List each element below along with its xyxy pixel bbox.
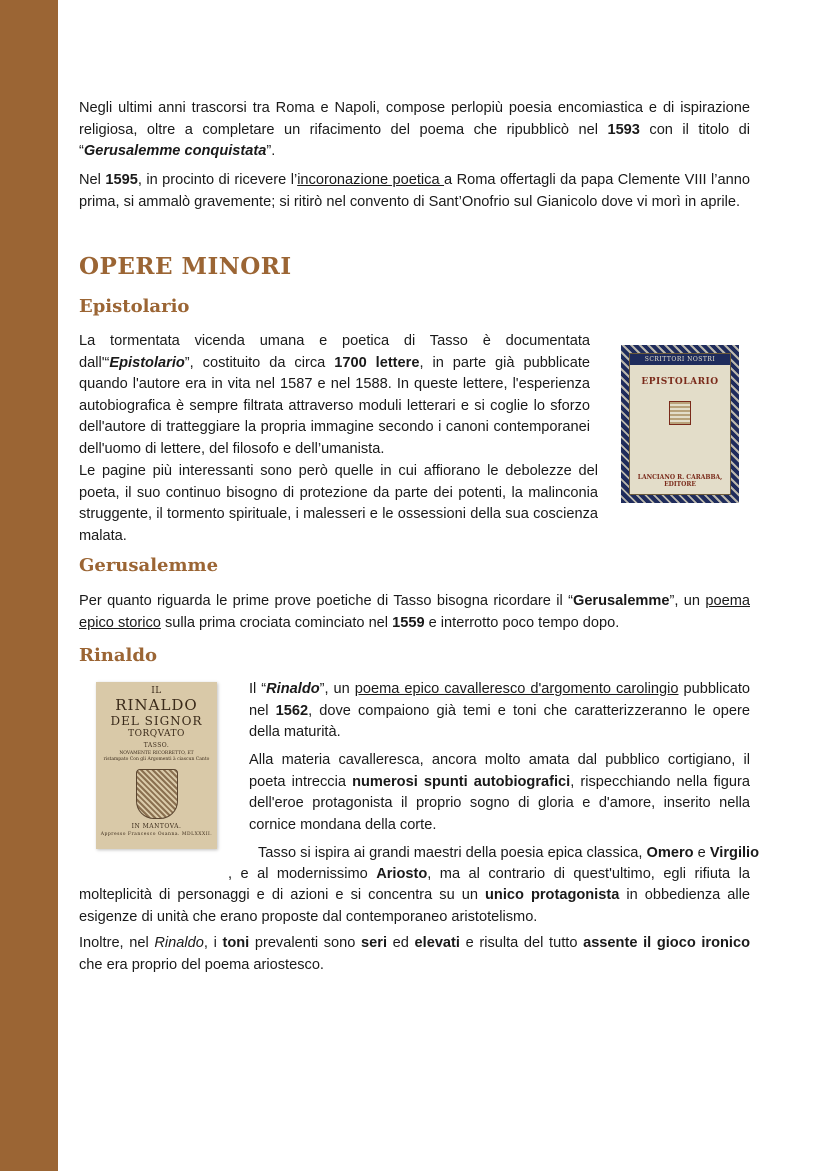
heading-epistolario: Epistolario xyxy=(79,296,190,317)
epistolario-paragraph-2: Le pagine più interessanti sono però quelle in cui affiorano le debolezze del poeta, il suo continuo bisogno di protezione da parte dei potenti, la malinconia struggente, il tormento spirituale, i malesseri e le ossessioni della sua coscienza malata. xyxy=(79,463,598,544)
cover-publisher: LANCIANO R. CARABBA, EDITORE xyxy=(637,474,723,488)
cover-line-subtitle: NOVAMENTE RICORRETTO, ET xyxy=(119,751,194,756)
coat-of-arms-icon xyxy=(136,769,178,819)
epistolario-paragraph-1: La tormentata vicenda umana e poetica di Tasso è documentata dall'“Epistolario”, costituito da circa 1700 lettere, in parte già pubblicate quando l'autore era in vita nel 1587 e nel 1588. In queste lettere, l'esperienza autobiografica è sempre filtrata attraverso moduli letterari e si coglie lo sforzo dell'autore di tratteggiare la propria immagine secondo i canoni contemporanei dell'uomo di lettere, del filosofo e dell’umanista. xyxy=(79,333,590,457)
crest-icon xyxy=(669,401,691,425)
rinaldo-cover-image xyxy=(96,682,217,849)
rinaldo-paragraph-2: Alla materia cavalleresca, ancora molto amata dal pubblico cortigiano, il poeta intreccia numerosi spunti autobiografici, rispecchiando nella figura dell'eroe protagonista il proprio sogno di gloria e d'amore, inserito nella cornice mondana della corte. xyxy=(249,752,750,833)
rinaldo-paragraph-3-line-1: Tasso si ispira ai grandi maestri della poesia epica classica, Omero e Virgilio xyxy=(258,845,760,861)
cover-line-torquato: TORQVATO xyxy=(128,729,185,739)
sidebar-band xyxy=(0,0,58,1171)
section-title: OPERE MINORI xyxy=(79,253,292,280)
rinaldo-paragraph-3-rest: molteplicità di personaggi e di azioni e si concentra su un unico protagonista in obbedienza alle esigenze di unità che erano proposte dal contemporaneo aristotelismo. xyxy=(79,887,750,925)
cover-line-del-signor: DEL SIGNOR xyxy=(110,714,203,728)
heading-rinaldo: Rinaldo xyxy=(79,645,157,666)
rinaldo-paragraph-1: Il “Rinaldo”, un poema epico cavalleresco d'argomento carolingio pubblicato nel 1562, dove compaiono già temi e toni che caratterizzeranno le opere della maturità. xyxy=(249,681,751,740)
cover-line-mantova: IN MANTOVA. xyxy=(131,823,182,830)
cover-line-tasso: TASSO. xyxy=(143,742,170,749)
epistolario-cover-image xyxy=(621,345,739,503)
cover-line-rinaldo: RINALDO xyxy=(115,696,198,714)
rinaldo-paragraph-4: Inoltre, nel Rinaldo, i toni prevalenti sono seri ed elevati e risulta del tutto assente il gioco ironico che era proprio del poema ariostesco. xyxy=(79,935,751,973)
poema-epico-storico-link[interactable]: poema epico storico xyxy=(79,593,750,631)
heading-gerusalemme: Gerusalemme xyxy=(79,555,219,576)
intro-paragraph-2: Nel 1595, in procinto di ricevere l’incoronazione poetica a Roma offertagli da papa Clemente VIII l’anno prima, si ammalò gravemente; si ritirò nel convento di Sant’Onofrio sul Gianicolo dove vi morì in aprile. xyxy=(79,172,750,210)
cover-series-band: SCRITTORI NOSTRI xyxy=(630,354,730,365)
gerusalemme-paragraph: Per quanto riguarda le prime prove poetiche di Tasso bisogna ricordare il “Gerusalemme”, un poema epico storico sulla prima crociata cominciato nel 1559 e interrotto poco tempo dopo. xyxy=(79,593,750,631)
cover-line-publisher: Appresso Francesco Osanna. MDLXXXII. xyxy=(100,832,213,837)
poema-epico-cavalleresco-link[interactable]: poema epico cavalleresco d'argomento carolingio xyxy=(354,681,679,697)
cover-line-note: ristampato Con gli Argomenti à ciascun Canto xyxy=(103,757,210,762)
cover-line-il: IL xyxy=(151,686,162,696)
rinaldo-paragraph-3-line-2: , e al modernissimo Ariosto, ma al contrario di quest'ultimo, egli rifiuta la xyxy=(228,866,750,882)
cover-title: EPISTOLARIO xyxy=(641,377,719,387)
intro-paragraph-1: Negli ultimi anni trascorsi tra Roma e Napoli, compose perlopiù poesia encomiastica e di ispirazione religiosa, oltre a completare un rifacimento del poema che ripubblicò nel 1593 con il titolo di “Gerusalemme conquistata”. xyxy=(79,100,751,159)
incoronazione-link[interactable]: incoronazione poetica xyxy=(297,172,445,188)
